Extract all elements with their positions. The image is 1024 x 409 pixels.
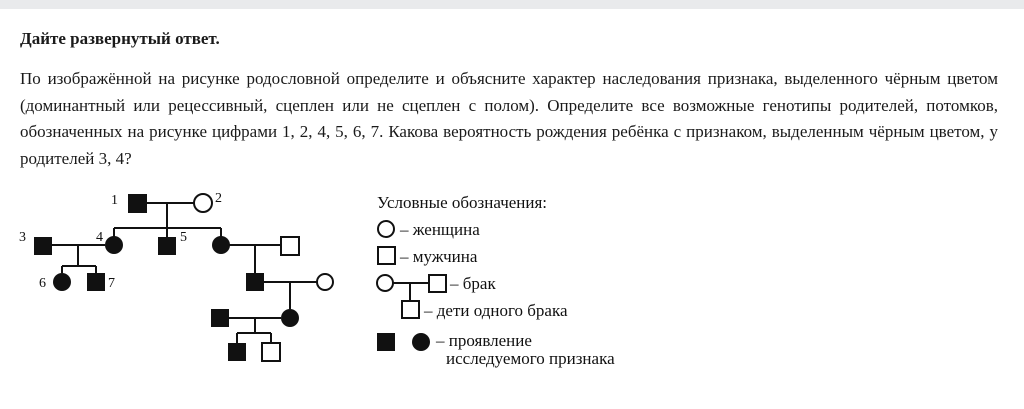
legend-children-text: – дети одного брака: [424, 301, 568, 320]
individual-gen3-wife: [317, 274, 333, 290]
label-3: 3: [19, 230, 26, 245]
legend-affected-female-icon: [412, 333, 430, 351]
legend-children-icon: [402, 301, 419, 318]
task-question: По изображённой на рисунке родословной определите и объясните характер наследования признака, выделенного чёрным цветом (доминантный или рецессивный, сцеплен или не сцеплен с полом). Определите все возможные генотипы родителей, потомков, обозначенных на рисунке цифрами 1, 2, 4, 5, 6, 7. Какова вероятность рождения ребёнка с признаком, выделенным чёрным цветом, у родителей 3, 4?: [20, 69, 998, 168]
legend-marriage-text: – брак: [450, 274, 496, 293]
individual-1: [128, 194, 147, 213]
legend-marriage-male-icon: [429, 275, 446, 292]
legend: [377, 193, 615, 368]
individual-gen5-son-healthy: [262, 343, 280, 361]
individual-sister: [212, 236, 230, 254]
individual-3: [34, 237, 52, 255]
individual-5: [158, 237, 176, 255]
legend-female-icon: [378, 221, 394, 237]
task-heading: Дайте развернутый ответ.: [20, 29, 220, 48]
individual-6: [53, 273, 71, 291]
legend-male-icon: [378, 247, 395, 264]
individual-gen5-son-affected: [228, 343, 246, 361]
individual-gen3-son: [246, 273, 264, 291]
legend-trait-text-1: – проявление: [436, 331, 532, 350]
label-6: 6: [39, 276, 46, 291]
legend-male-text: – мужчина: [400, 247, 478, 266]
top-bar: [0, 0, 1024, 9]
label-1: 1: [111, 193, 118, 208]
legend-female-text: – женщина: [400, 220, 480, 239]
individual-gen4-husband: [211, 309, 229, 327]
legend-trait-text-2: исследуемого признака: [446, 349, 615, 368]
individual-sister-husband: [281, 237, 299, 255]
label-4: 4: [96, 230, 103, 245]
individual-7: [87, 273, 105, 291]
individual-4: [105, 236, 123, 254]
label-5: 5: [180, 230, 187, 245]
pedigree-figure: [0, 180, 1024, 409]
label-7: 7: [108, 276, 115, 291]
individual-gen4-daughter: [281, 309, 299, 327]
legend-affected-male-icon: [377, 333, 395, 351]
individual-2: [194, 194, 212, 212]
label-2: 2: [215, 191, 222, 206]
legend-marriage-female-icon: [377, 275, 393, 291]
legend-title: Условные обозначения:: [377, 193, 548, 212]
